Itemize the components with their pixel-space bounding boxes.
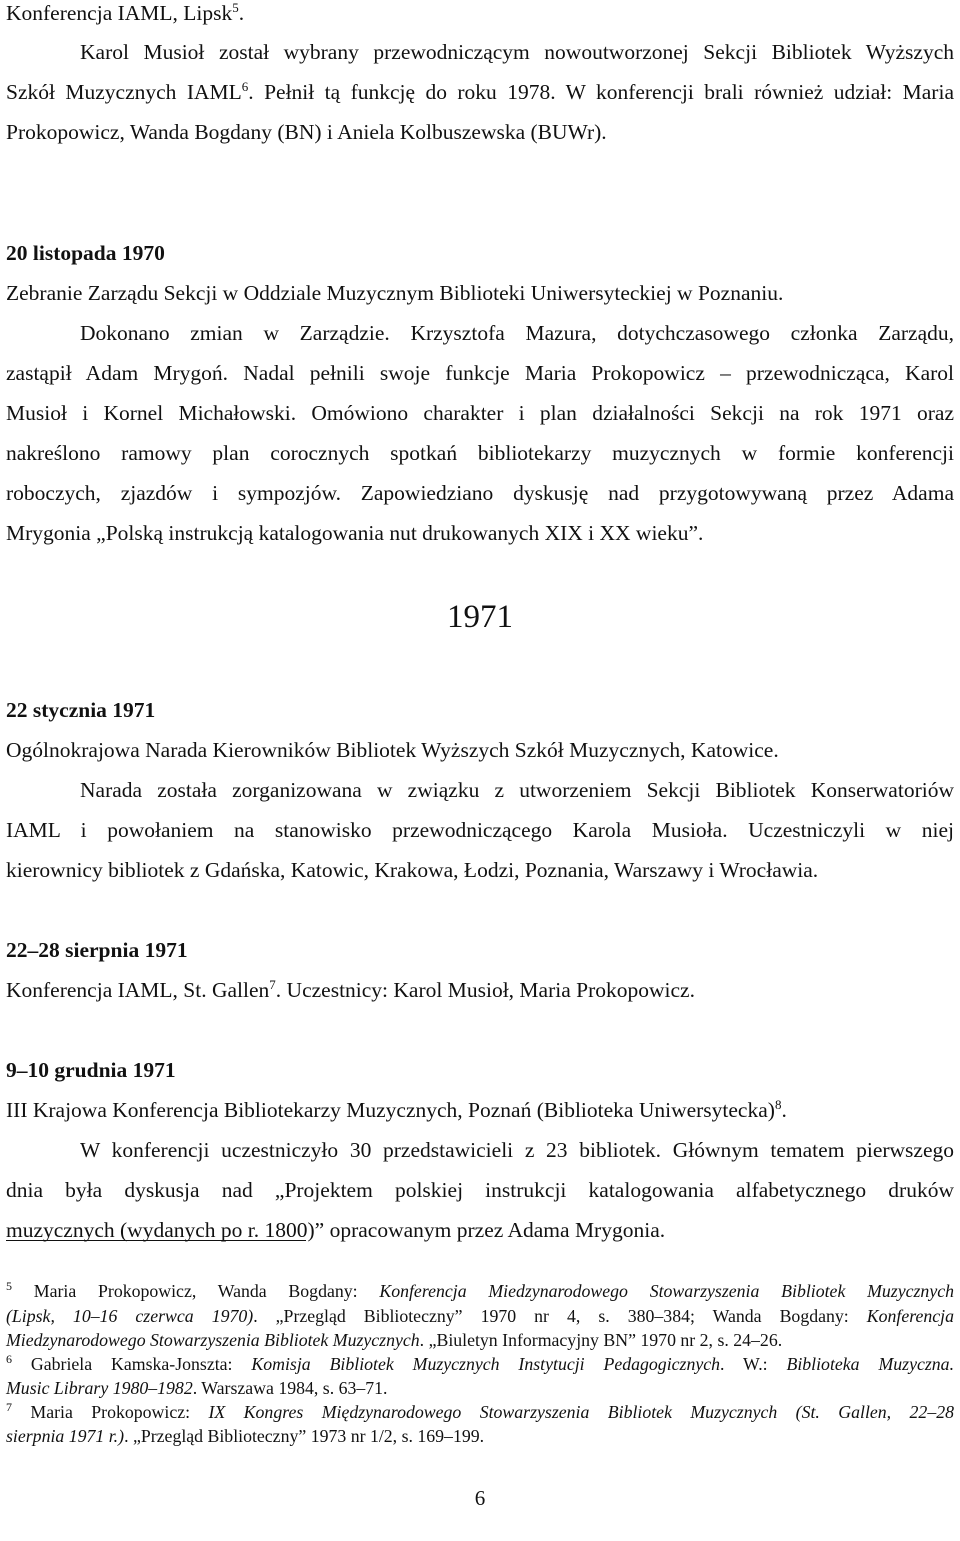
paragraph-line: zastąpił Adam Mrygoń. Nadal pełnili swoje funkcje Maria Prokopowicz – przewodnicząca, Karol: [6, 361, 954, 385]
text: Konferencja IAML, St. Gallen: [6, 978, 270, 1002]
text: . „Przegląd Biblioteczny” 1973 nr 1/2, s. 169–199.: [124, 1426, 485, 1446]
text: . Warszawa 1984, s. 63–71.: [192, 1378, 388, 1398]
footnote-number: 5: [6, 1279, 12, 1294]
paragraph-line: [6, 79, 954, 105]
paragraph-line: roboczych, zjazdów i sympozjów. Zapowiedziano dyskusję nad przygotowywaną przez Adama: [6, 481, 954, 505]
footnote-separator: [6, 1240, 306, 1241]
paragraph-line: [6, 0, 244, 26]
text: III Krajowa Konferencja Bibliotekarzy Muzycznych, Poznań (Biblioteka Uniwersytecka): [6, 1098, 775, 1122]
footnote-ref: 8: [774, 1096, 782, 1112]
paragraph-line: Zebranie Zarządu Sekcji w Oddziale Muzycznym Biblioteki Uniwersyteckiej w Poznaniu.: [6, 281, 784, 305]
text: Konferencja IAML, Lipsk: [6, 1, 233, 25]
text: Biblioteka Muzyczna.: [786, 1354, 955, 1374]
footnote-5-cont: [6, 1329, 782, 1351]
footnote-ref: 6: [241, 78, 249, 94]
footnote-number: 7: [6, 1400, 12, 1415]
paragraph-line: muzycznych (wydanych po r. 1800)” opracowanym przez Adama Mrygonia.: [6, 1218, 666, 1242]
paragraph-line: Musioł i Kornel Michałowski. Omówiono charakter i plan działalności Sekcji na rok 1971 oraz: [6, 401, 954, 425]
date-heading: 22 stycznia 1971: [6, 698, 156, 722]
text: Maria Prokopowicz, Wanda Bogdany:: [33, 1281, 380, 1301]
footnote-5: [6, 1280, 954, 1302]
paragraph-line: kierownicy bibliotek z Gdańska, Katowic, Krakowa, Łodzi, Poznania, Warszawy i Wrocławia.: [6, 858, 819, 882]
footnote-ref: 7: [269, 976, 276, 992]
text: .: [781, 1098, 787, 1122]
paragraph-line: Ogólnokrajowa Narada Kierowników Bibliotek Wyższych Szkół Muzycznych, Katowice.: [6, 738, 779, 762]
text: Gabriela Kamska-Jonszta:: [30, 1354, 252, 1374]
text: Komisja Bibliotek Muzycznych Instytucji Pedagogicznych: [251, 1354, 721, 1374]
paragraph-line: Dokonano zmian w Zarządzie. Krzysztofa Mazura, dotychczasowego członka Zarządu,: [80, 321, 954, 345]
paragraph-line: Prokopowicz, Wanda Bogdany (BN) i Aniela Kolbuszewska (BUWr).: [6, 120, 607, 144]
text: Miedzynarodowego Stowarzyszenia Bibliotek Muzycznych: [6, 1330, 420, 1350]
date-heading: 9–10 grudnia 1971: [6, 1058, 176, 1082]
text: . Pełnił tą funkcję do roku 1978. W konferencji brali również udział: Maria: [248, 80, 954, 104]
page-number: 6: [474, 1486, 486, 1510]
text: Konferencja Miedzynarodowego Stowarzyszenia Bibliotek Muzycznych: [379, 1281, 954, 1301]
footnote-number: 6: [6, 1352, 12, 1367]
paragraph-line: Mrygonia „Polską instrukcją katalogowania nut drukowanych XIX i XX wieku”.: [6, 521, 704, 545]
text: sierpnia 1971 r.): [6, 1426, 125, 1446]
text: Konferencja: [866, 1306, 954, 1326]
paragraph-line: dnia była dyskusja nad „Projektem polskiej instrukcji katalogowania alfabetycznego druków: [6, 1178, 954, 1202]
text: Maria Prokopowicz:: [30, 1402, 209, 1422]
paragraph-line: [6, 977, 695, 1003]
text: . „Biuletyn Informacyjny BN” 1970 nr 2, s. 24–26.: [419, 1330, 783, 1350]
text: Szkół Muzycznych IAML: [6, 80, 242, 104]
text: IX Kongres Międzynarodowego Stowarzyszenia Bibliotek Muzycznych (St. Gallen, 22–28: [208, 1402, 954, 1422]
date-heading: 22–28 sierpnia 1971: [6, 938, 188, 962]
paragraph-line: Karol Musioł został wybrany przewodniczącym nowoutworzonej Sekcji Bibliotek Wyższych: [80, 40, 954, 64]
footnote-5-cont: [6, 1305, 954, 1327]
year-heading: 1971: [447, 599, 513, 635]
date-heading: 20 listopada 1970: [6, 241, 165, 265]
paragraph-line: nakreślono ramowy plan corocznych spotkań bibliotekarzy muzycznych w formie konferencji: [6, 441, 954, 465]
footnote-ref: 5: [232, 0, 239, 15]
text: Music Library 1980–1982: [6, 1378, 193, 1398]
paragraph-line: Narada została zorganizowana w związku z utworzeniem Sekcji Bibliotek Konserwatoriów: [80, 778, 954, 802]
footnote-6: [6, 1353, 954, 1375]
paragraph-line: W konferencji uczestniczyło 30 przedstawicieli z 23 bibliotek. Głównym tematem pierwszego: [80, 1138, 954, 1162]
text: . Uczestnicy: Karol Musioł, Maria Prokopowicz.: [275, 978, 695, 1002]
footnote-6-cont: [6, 1377, 388, 1399]
paragraph-line: [6, 1097, 787, 1123]
paragraph-line: IAML i powołaniem na stanowisko przewodniczącego Karola Musioła. Uczestniczyli w niej: [6, 818, 954, 842]
text: (Lipsk, 10–16 czerwca 1970): [6, 1306, 254, 1326]
text: . „Przegląd Biblioteczny” 1970 nr 4, s. 380–384; Wanda Bogdany:: [253, 1306, 867, 1326]
footnote-7: [6, 1401, 954, 1423]
text: . W.:: [720, 1354, 787, 1374]
text: .: [238, 1, 245, 25]
footnote-7-cont: [6, 1425, 484, 1447]
